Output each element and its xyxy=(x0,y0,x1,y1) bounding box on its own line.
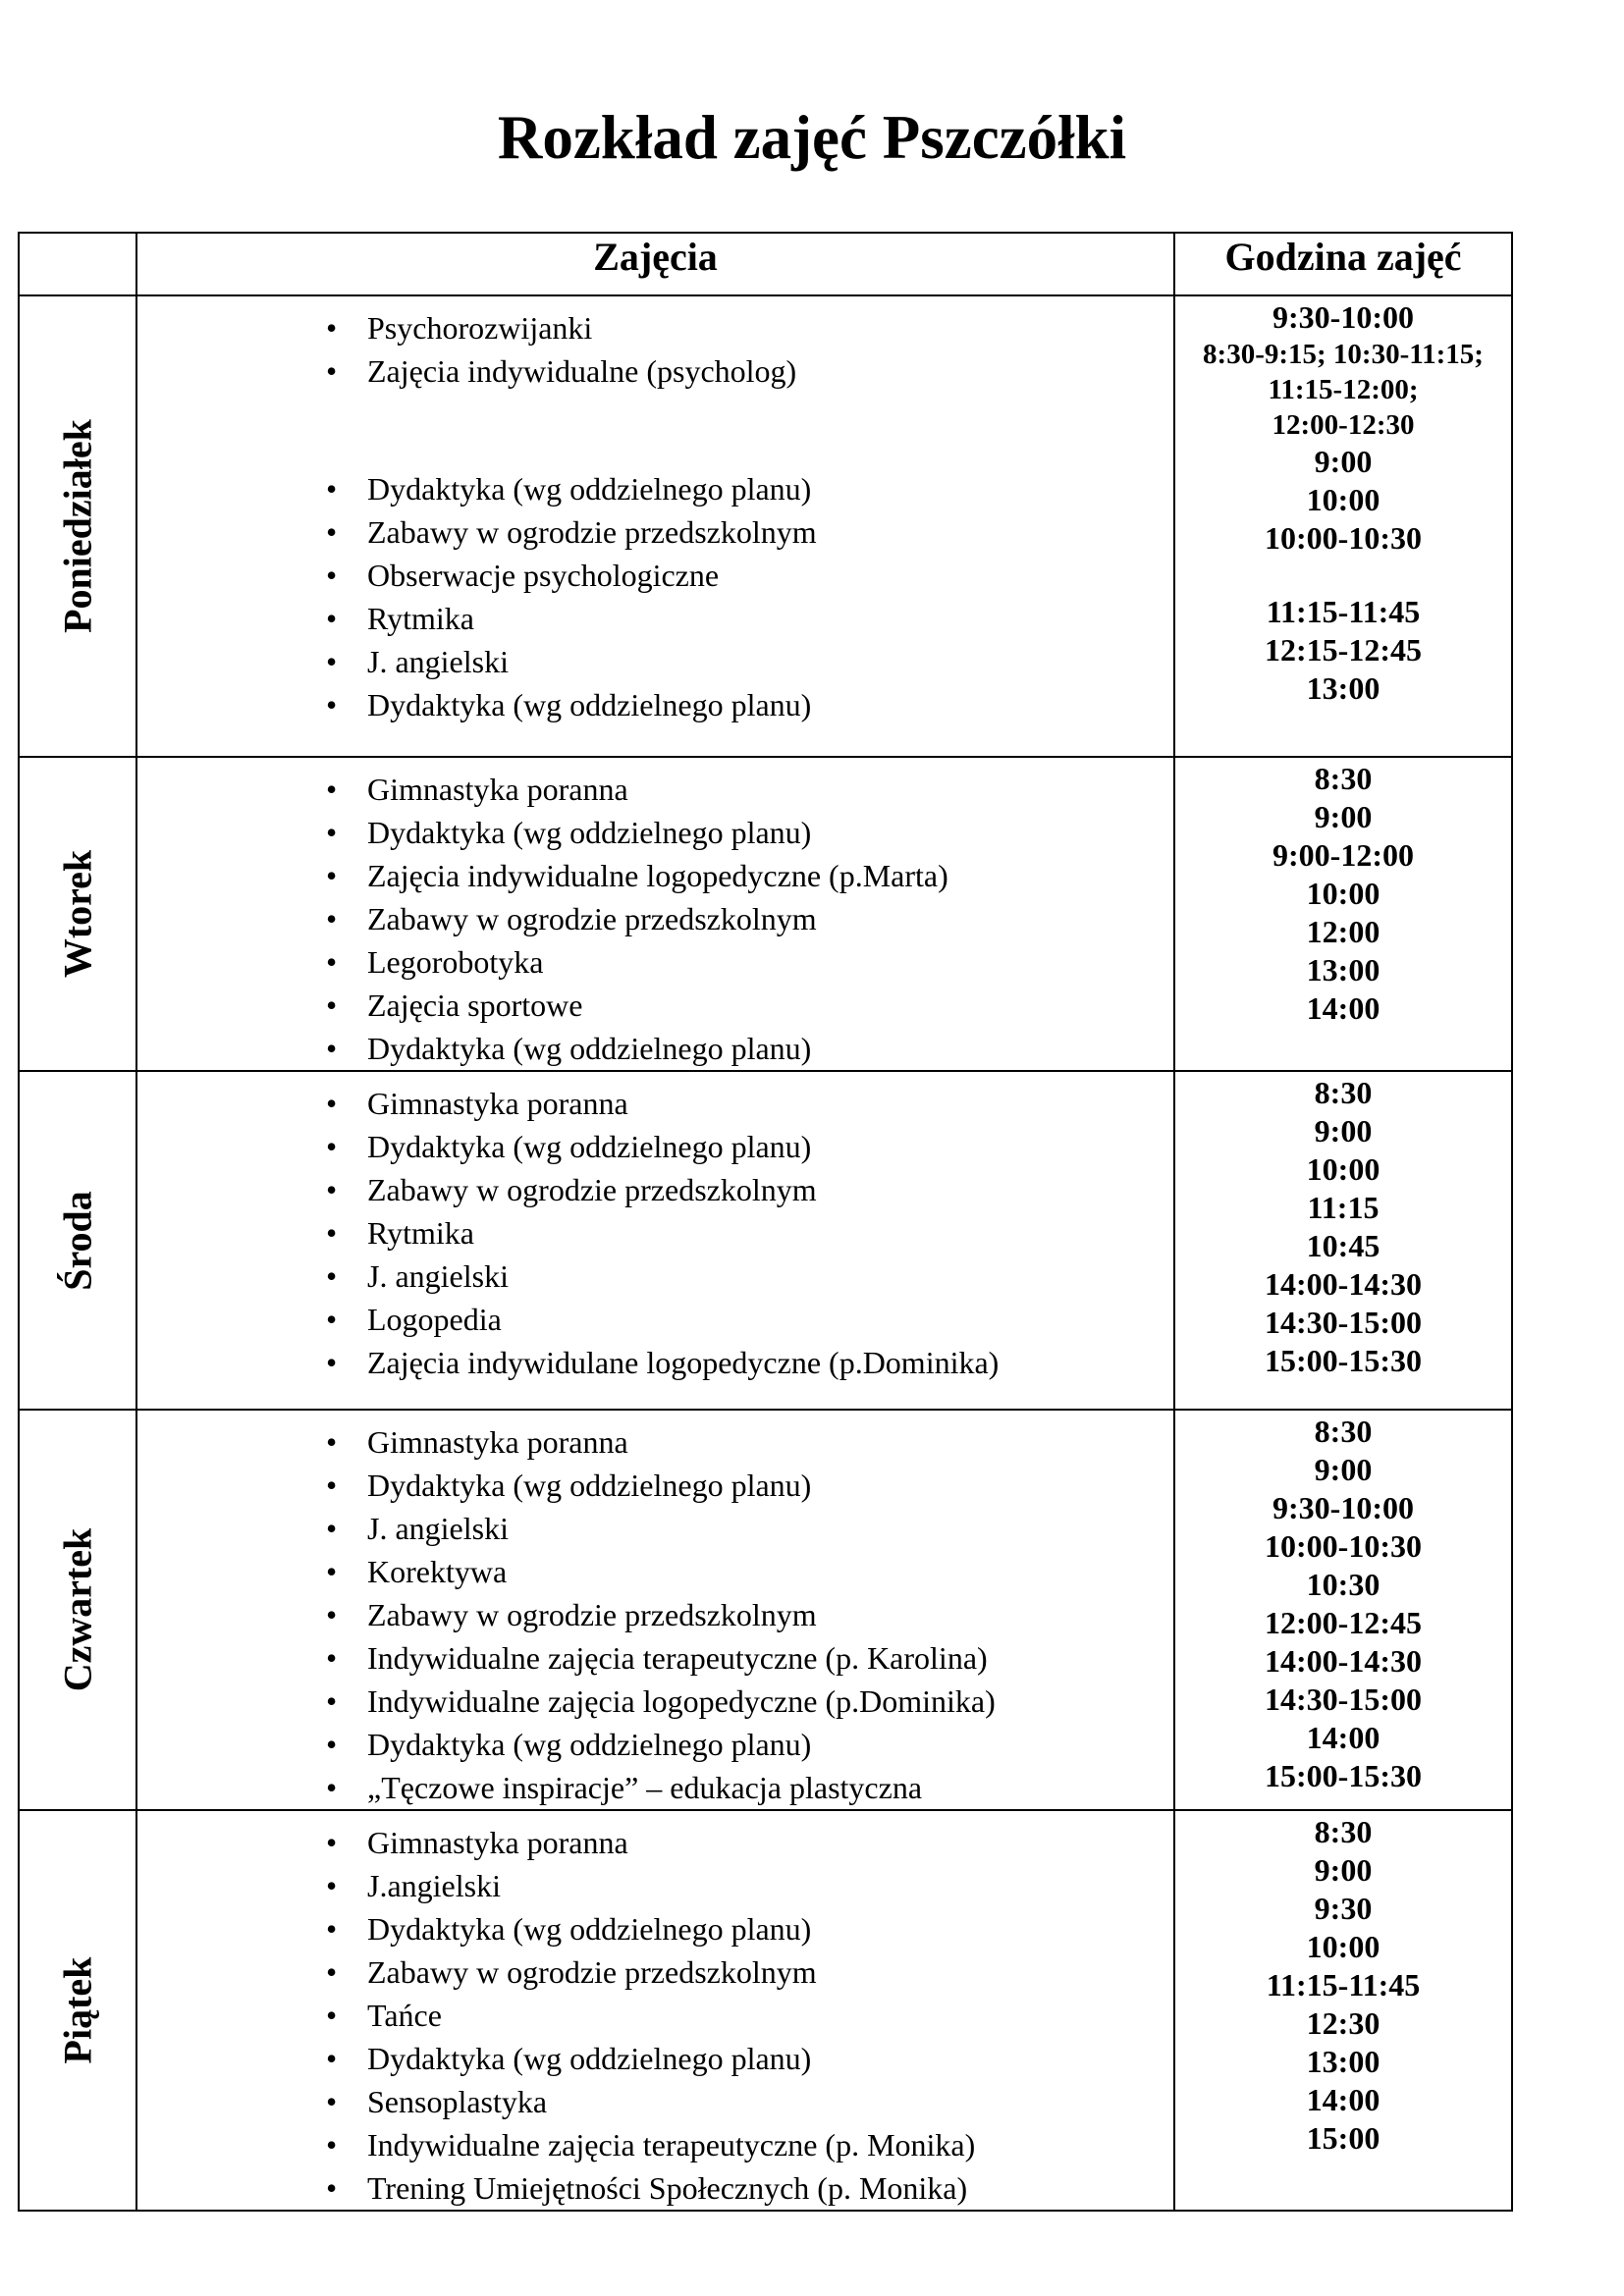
time-item: 12:00-12:45 xyxy=(1265,1605,1422,1640)
times-cell xyxy=(1174,1810,1512,2211)
day-cell xyxy=(19,295,136,757)
time-item: 12:15-12:45 xyxy=(1265,632,1422,667)
activity-item: • Trening Umiejętności Społecznych (p. Monika) xyxy=(137,2166,1173,2210)
activities-cell xyxy=(136,1410,1174,1810)
activity-item: • Legorobotyka xyxy=(137,940,1173,984)
schedule-table xyxy=(18,232,1513,2212)
activity-item: • Rytmika xyxy=(137,1211,1173,1255)
times-cell xyxy=(1174,1410,1512,1810)
activity-item: • Gimnastyka poranna xyxy=(137,1821,1173,1864)
activity-item: • Zajęcia indywidulane logopedyczne (p.Dominika) xyxy=(137,1341,1173,1384)
day-name: Czwartek xyxy=(55,1527,100,1692)
day-name: Środa xyxy=(55,1190,100,1291)
activity-item: • Indywidualne zajęcia terapeutyczne (p. Monika) xyxy=(137,2123,1173,2166)
time-item: 14:00 xyxy=(1306,990,1380,1026)
activity-item: • Zajęcia indywidualne logopedyczne (p.Marta) xyxy=(137,854,1173,897)
time-item: 14:30-15:00 xyxy=(1265,1305,1422,1340)
activity-list xyxy=(137,296,1173,726)
activity-item: • Gimnastyka poranna xyxy=(137,1082,1173,1125)
day-cell xyxy=(19,1410,136,1810)
time-item: 14:00-14:30 xyxy=(1265,1643,1422,1679)
time-item: 11:15 xyxy=(1307,1190,1380,1225)
activities-cell xyxy=(136,1810,1174,2211)
activity-item: • Tańce xyxy=(137,1994,1173,2037)
time-item: 9:00 xyxy=(1314,444,1373,479)
time-item: 9:00 xyxy=(1314,799,1373,834)
activity-item: • Sensoplastyka xyxy=(137,2080,1173,2123)
activity-item: • Dydaktyka (wg oddzielnego planu) xyxy=(137,1907,1173,1950)
activity-item: • Logopedia xyxy=(137,1298,1173,1341)
day-row-tuesday xyxy=(19,757,1512,1071)
time-item: 10:00-10:30 xyxy=(1265,1528,1422,1564)
time-item: 14:30-15:00 xyxy=(1265,1682,1422,1717)
activity-item: • Zabawy w ogrodzie przedszkolnym xyxy=(137,897,1173,940)
activity-item: • Zabawy w ogrodzie przedszkolnym xyxy=(137,1168,1173,1211)
time-item: 9:00 xyxy=(1314,1113,1373,1148)
time-item: 15:00 xyxy=(1306,2120,1380,2156)
day-name: Poniedziałek xyxy=(55,419,100,633)
times-cell xyxy=(1174,295,1512,757)
day-cell xyxy=(19,757,136,1071)
activity-item: • Indywidualne zajęcia terapeutyczne (p. Karolina) xyxy=(137,1636,1173,1680)
time-item: 10:00 xyxy=(1306,876,1380,911)
time-item: 8:30 xyxy=(1314,1814,1373,1849)
time-item: 12:00 xyxy=(1306,914,1380,949)
time-item: 11:15-12:00; xyxy=(1268,374,1419,405)
time-item: 10:00-10:30 xyxy=(1265,520,1422,556)
time-item: 10:00 xyxy=(1306,1929,1380,1964)
page-title: Rozkład zajęć Pszczółki xyxy=(497,103,1127,172)
activity-item: • Gimnastyka poranna xyxy=(137,1420,1173,1464)
time-item: 9:00 xyxy=(1314,1852,1373,1888)
activity-item: • Indywidualne zajęcia logopedyczne (p.Dominika) xyxy=(137,1680,1173,1723)
header-day-cell xyxy=(19,233,136,295)
day-cell xyxy=(19,1071,136,1410)
time-item: 9:00-12:00 xyxy=(1272,837,1414,873)
time-item: 14:00 xyxy=(1306,2082,1380,2117)
time-item: 14:00 xyxy=(1306,1720,1380,1755)
time-item: 15:00-15:30 xyxy=(1265,1343,1422,1378)
activity-item: • Zajęcia indywidualne (psycholog) xyxy=(137,349,1173,393)
times-cell xyxy=(1174,757,1512,1071)
activity-item: • J.angielski xyxy=(137,1864,1173,1907)
time-item: 10:45 xyxy=(1306,1228,1380,1263)
time-item: 12:00-12:30 xyxy=(1272,409,1415,441)
activity-list xyxy=(137,1072,1173,1384)
activity-item: • Korektywa xyxy=(137,1550,1173,1593)
time-item: 8:30 xyxy=(1314,761,1373,796)
time-list xyxy=(1175,1811,1511,2158)
time-item: 15:00-15:30 xyxy=(1265,1758,1422,1793)
activity-item: • Dydaktyka (wg oddzielnego planu) xyxy=(137,2037,1173,2080)
time-item: 12:30 xyxy=(1306,2005,1380,2041)
activity-item: • „Tęczowe inspiracje” – edukacja plastyczna xyxy=(137,1766,1173,1809)
day-cell xyxy=(19,1810,136,2211)
activity-item: • Zabawy w ogrodzie przedszkolnym xyxy=(137,510,1173,554)
day-row-friday xyxy=(19,1810,1512,2211)
activity-list xyxy=(137,758,1173,1070)
activity-item: • Obserwacje psychologiczne xyxy=(137,554,1173,597)
activity-item: • Dydaktyka (wg oddzielnego planu) xyxy=(137,1027,1173,1070)
activities-cell xyxy=(136,757,1174,1071)
header-row xyxy=(19,233,1512,295)
activity-item: • Dydaktyka (wg oddzielnego planu) xyxy=(137,811,1173,854)
activities-cell xyxy=(136,1071,1174,1410)
header-time: Godzina zajęć xyxy=(1174,233,1512,295)
activity-item: • Rytmika xyxy=(137,597,1173,640)
time-item: 11:15-11:45 xyxy=(1266,1967,1421,2002)
activity-item: • J. angielski xyxy=(137,640,1173,683)
time-item: 9:30-10:00 xyxy=(1272,299,1414,335)
time-item: 10:00 xyxy=(1306,1151,1380,1187)
activity-item: • Gimnastyka poranna xyxy=(137,768,1173,811)
time-list xyxy=(1175,758,1511,1028)
time-list xyxy=(1175,1411,1511,1795)
activity-item: • Dydaktyka (wg oddzielnego planu) xyxy=(137,683,1173,726)
activity-item: • J. angielski xyxy=(137,1507,1173,1550)
activity-item: • Zabawy w ogrodzie przedszkolnym xyxy=(137,1593,1173,1636)
activities-cell xyxy=(136,295,1174,757)
day-row-thursday xyxy=(19,1410,1512,1810)
time-item: 8:30 xyxy=(1314,1414,1373,1449)
times-cell xyxy=(1174,1071,1512,1410)
activity-item: • Zabawy w ogrodzie przedszkolnym xyxy=(137,1950,1173,1994)
day-name: Piątek xyxy=(55,1956,100,2064)
time-item: 10:30 xyxy=(1306,1567,1380,1602)
time-item: 11:15-11:45 xyxy=(1266,594,1421,629)
day-row-monday xyxy=(19,295,1512,757)
activity-item: • Dydaktyka (wg oddzielnego planu) xyxy=(137,1723,1173,1766)
activity-item: • J. angielski xyxy=(137,1255,1173,1298)
activity-item: • Dydaktyka (wg oddzielnego planu) xyxy=(137,1125,1173,1168)
time-list xyxy=(1175,296,1511,708)
time-item: 8:30 xyxy=(1314,1075,1373,1110)
time-item: 13:00 xyxy=(1306,952,1380,988)
time-item: 9:30 xyxy=(1314,1891,1373,1926)
day-row-wednesday xyxy=(19,1071,1512,1410)
activity-list xyxy=(137,1411,1173,1809)
time-list xyxy=(1175,1072,1511,1380)
activity-item: • Dydaktyka (wg oddzielnego planu) xyxy=(137,467,1173,510)
activity-item: • Dydaktyka (wg oddzielnego planu) xyxy=(137,1464,1173,1507)
time-item: 9:30-10:00 xyxy=(1272,1490,1414,1525)
activity-item: • Zajęcia sportowe xyxy=(137,984,1173,1027)
time-item: 14:00-14:30 xyxy=(1265,1266,1422,1302)
day-name: Wtorek xyxy=(55,849,100,979)
time-item: 8:30-9:15; 10:30-11:15; xyxy=(1203,339,1484,370)
activity-list xyxy=(137,1811,1173,2210)
header-activities: Zajęcia xyxy=(136,233,1174,295)
time-item: 10:00 xyxy=(1306,482,1380,517)
activity-item: • Psychorozwijanki xyxy=(137,306,1173,349)
time-item: 13:00 xyxy=(1306,670,1380,706)
time-item: 13:00 xyxy=(1306,2044,1380,2079)
time-item: 9:00 xyxy=(1314,1452,1373,1487)
